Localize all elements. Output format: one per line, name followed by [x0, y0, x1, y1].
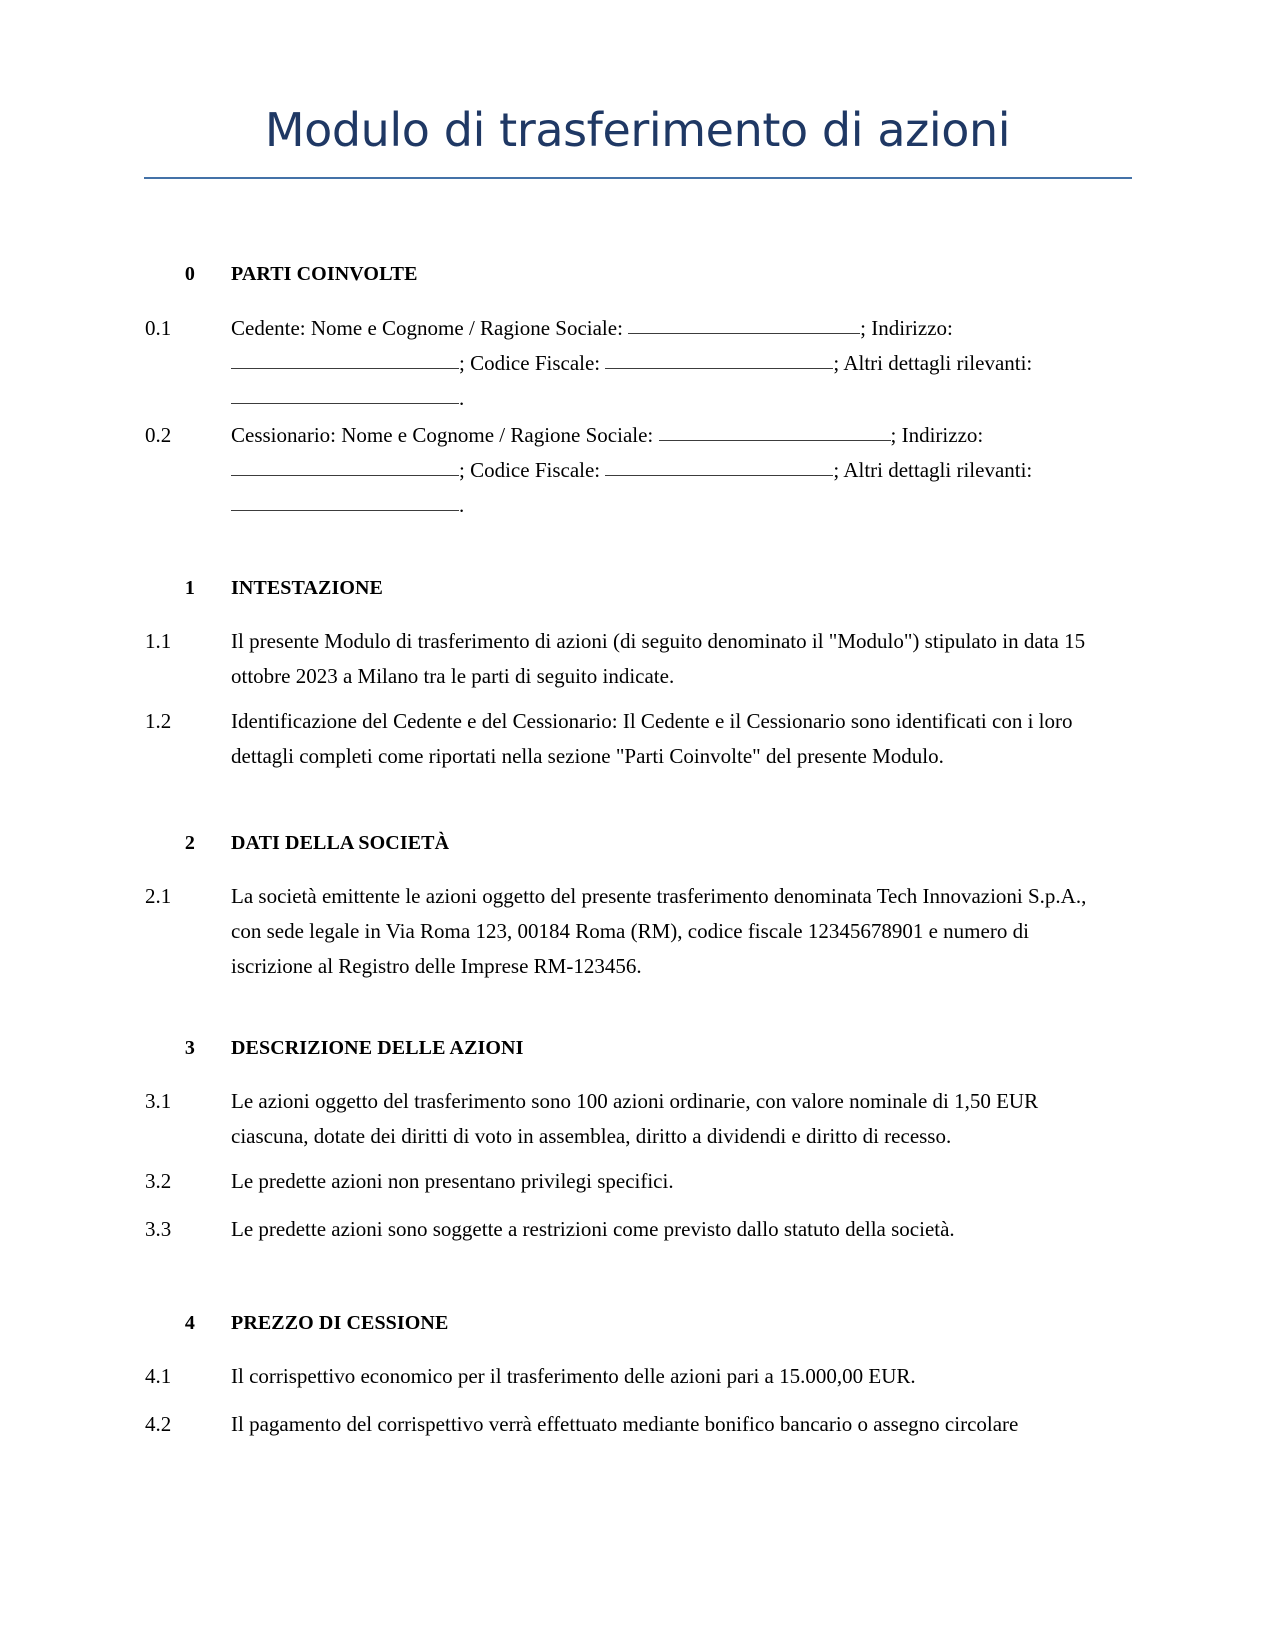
- clause-number: 1.2: [145, 709, 172, 733]
- clause-0-1: [135, 311, 1107, 416]
- section-title: PARTI COINVOLTE: [231, 263, 418, 285]
- title-block: [0, 0, 1275, 179]
- section-title: PREZZO DI CESSIONE: [231, 1312, 449, 1334]
- blank-field[interactable]: [605, 351, 833, 369]
- clause-number: 4.1: [145, 1364, 172, 1388]
- clause-2-1: [135, 879, 1107, 984]
- clause-text: Identificazione del Cedente e del Cessionario: Il Cedente e il Cessionario sono identificati con i loro dettagli completi come riportati nella sezione "Parti Coinvolte" del presente Modulo.: [231, 709, 1073, 768]
- clause-part-4: ; Altri dettagli rilevanti:: [833, 351, 1033, 375]
- section-heading-1: [135, 577, 383, 600]
- section-title: DATI DELLA SOCIETÀ: [231, 832, 450, 854]
- blank-field[interactable]: [231, 351, 459, 369]
- clause-number: 0.1: [145, 316, 172, 340]
- section-heading-0: [135, 263, 418, 286]
- clause-part-5: .: [459, 386, 465, 410]
- clause-text: Le predette azioni sono soggette a restrizioni come previsto dallo statuto della società.: [231, 1217, 955, 1241]
- section-heading-3: [135, 1037, 524, 1060]
- section-number: 3: [184, 1037, 195, 1059]
- clause-0-2: [135, 418, 1107, 523]
- clause-3-3: [135, 1212, 1107, 1247]
- page-title: Modulo di trasferimento di azioni: [264, 103, 1011, 157]
- clause-number: 1.1: [145, 629, 172, 653]
- clause-text: Le azioni oggetto del trasferimento sono 100 azioni ordinarie, con valore nominale di 1,50 EUR ciascuna, dotate dei diritti di voto in assemblea, diritto a dividendi e diritto di recesso.: [231, 1089, 1039, 1148]
- section-heading-4: [135, 1312, 448, 1335]
- clause-1-1: [135, 624, 1107, 694]
- clause-number: 3.3: [145, 1217, 172, 1241]
- section-number: 1: [184, 577, 195, 599]
- clause-text: [205, 311, 1107, 416]
- clause-text: [205, 418, 1107, 523]
- clause-text: Il corrispettivo economico per il trasferimento delle azioni pari a 15.000,00 EUR.: [231, 1364, 916, 1388]
- clause-text: Il presente Modulo di trasferimento di azioni (di seguito denominato il "Modulo") stipulato in data 15 ottobre 2023 a Milano tra le parti di seguito indicate.: [231, 629, 1086, 688]
- clause-number: 2.1: [145, 884, 172, 908]
- clause-number: 3.2: [145, 1169, 172, 1193]
- clause-text: La società emittente le azioni oggetto del presente trasferimento denominata Tech Innovazioni S.p.A., con sede legale in Via Roma 123, 00184 Roma (RM), codice fiscale 12345678901 e numero di iscrizione al Registro delle Imprese RM-123456.: [231, 884, 1087, 978]
- section-number: 2: [184, 832, 195, 854]
- blank-field[interactable]: [231, 386, 459, 404]
- section-heading-2: [135, 832, 449, 855]
- clause-3-2: [135, 1164, 1107, 1199]
- section-number: 4: [184, 1312, 195, 1334]
- blank-field[interactable]: [628, 316, 860, 334]
- clause-part-3: ; Codice Fiscale:: [459, 458, 606, 482]
- blank-field[interactable]: [659, 423, 891, 441]
- clause-text: Il pagamento del corrispettivo verrà effettuato mediante bonifico bancario o assegno circolare: [231, 1412, 1019, 1436]
- section-title: INTESTAZIONE: [231, 577, 383, 599]
- title-divider: [144, 177, 1132, 179]
- clause-part-2: ; Indirizzo:: [860, 316, 953, 340]
- clause-part-3: ; Codice Fiscale:: [459, 351, 606, 375]
- clause-4-2: [135, 1407, 1107, 1442]
- clause-number: 0.2: [145, 423, 172, 447]
- blank-field[interactable]: [231, 458, 459, 476]
- clause-1-2: [135, 704, 1107, 774]
- clause-4-1: [135, 1359, 1107, 1394]
- clause-text: Le predette azioni non presentano privilegi specifici.: [231, 1169, 674, 1193]
- clause-part-2: ; Indirizzo:: [890, 423, 984, 447]
- clause-number: 4.2: [145, 1412, 172, 1436]
- section-number: 0: [184, 263, 195, 285]
- clause-part-1: Cedente: Nome e Cognome / Ragione Sociale:: [231, 316, 629, 340]
- clause-number: 3.1: [145, 1089, 172, 1113]
- blank-field[interactable]: [605, 458, 833, 476]
- blank-field[interactable]: [231, 493, 459, 511]
- clause-part-1: Cessionario: Nome e Cognome / Ragione Sociale:: [231, 423, 659, 447]
- clause-part-4: ; Altri dettagli rilevanti:: [833, 458, 1033, 482]
- section-title: DESCRIZIONE DELLE AZIONI: [231, 1037, 524, 1059]
- clause-part-5: .: [459, 493, 465, 517]
- clause-3-1: [135, 1084, 1107, 1154]
